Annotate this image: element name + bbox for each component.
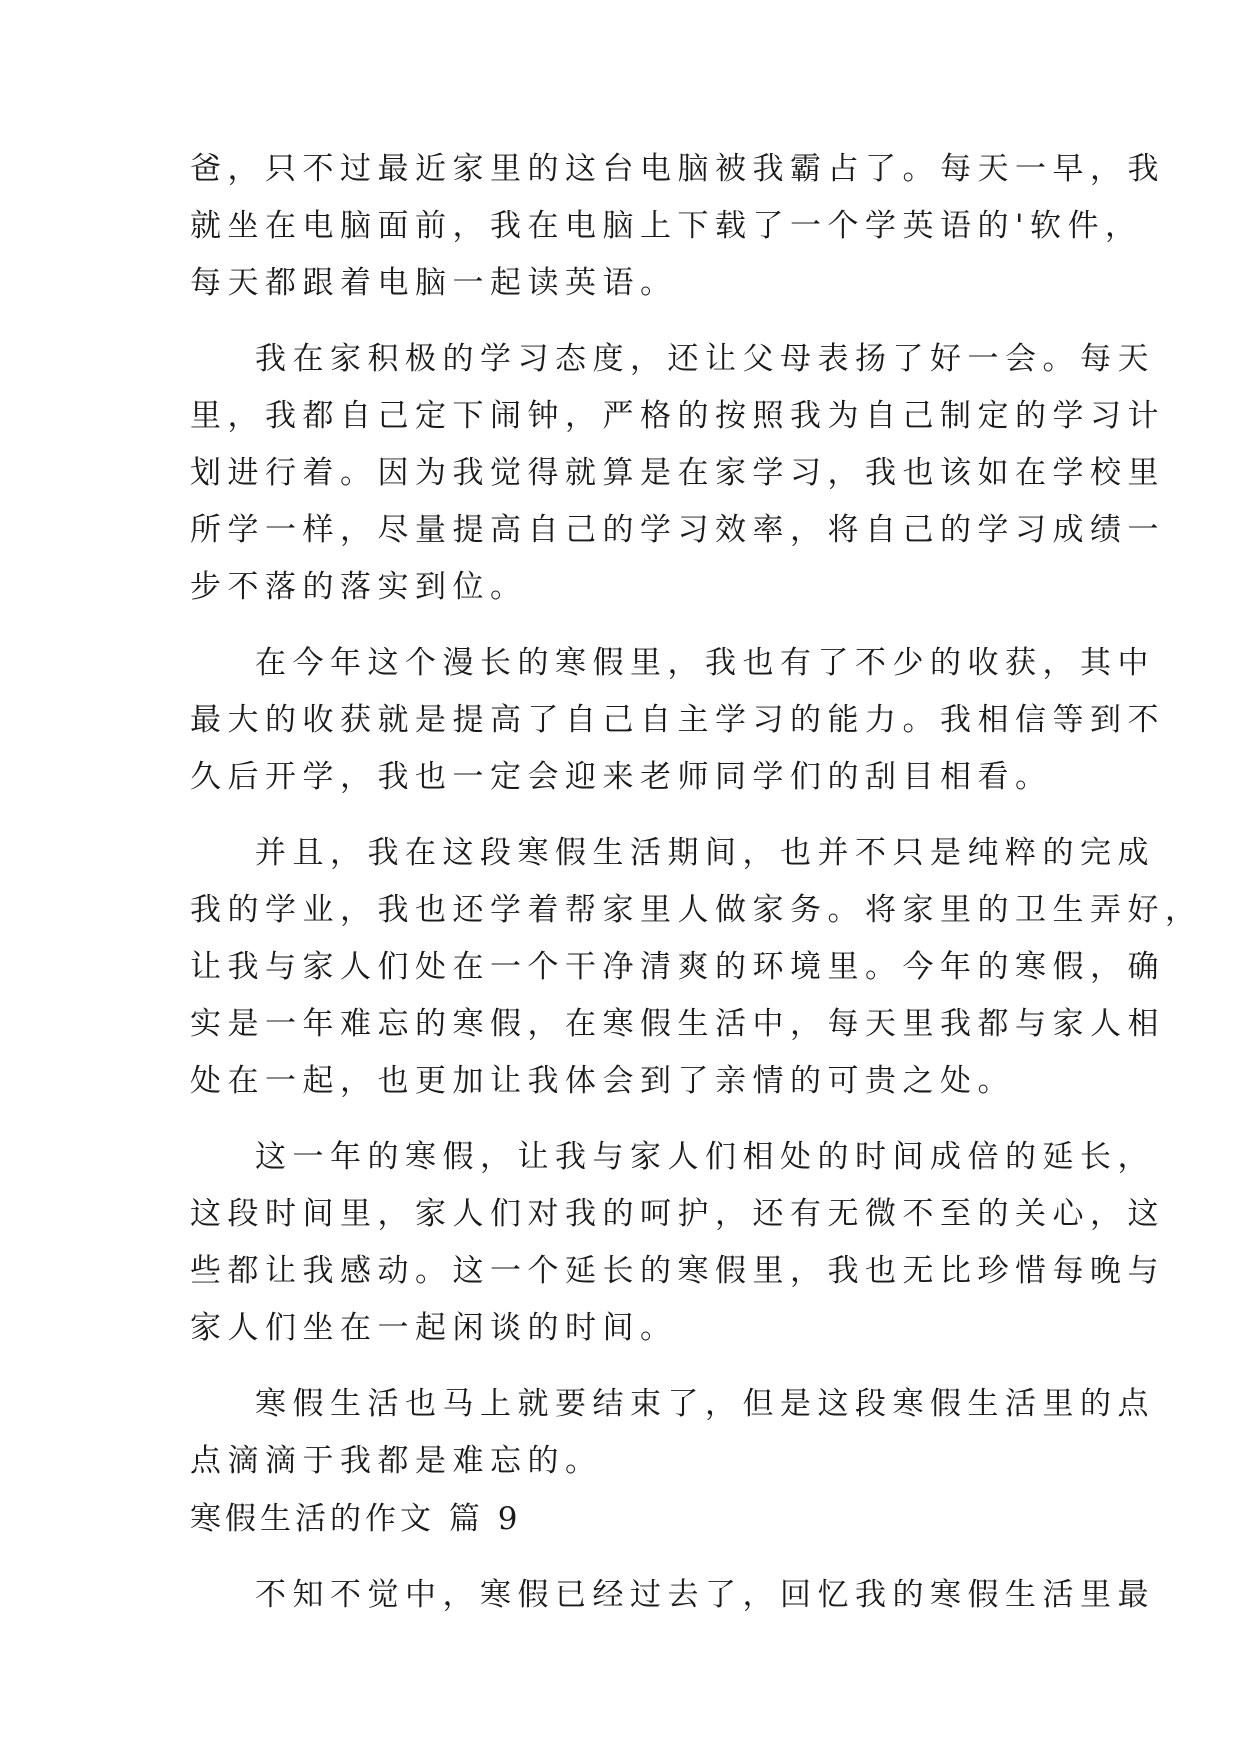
paragraph-line: 实是一年难忘的寒假，在寒假生活中，每天里我都与家人相 <box>190 1006 1165 1042</box>
paragraph-line: 步不落的落实到位。 <box>190 569 528 605</box>
paragraph-line: 每天都跟着电脑一起读英语。 <box>190 265 678 301</box>
paragraph-line: 就坐在电脑面前，我在电脑上下载了一个学英语的'软件， <box>190 208 1143 244</box>
section-heading: 寒假生活的作文 篇 9 <box>190 1501 522 1537</box>
paragraph-line: 这段时间里，家人们对我的呵护，还有无微不至的关心，这 <box>190 1196 1165 1232</box>
paragraph-line: 点滴滴于我都是难忘的。 <box>190 1443 603 1479</box>
paragraph-line: 久后开学，我也一定会迎来老师同学们的刮目相看。 <box>190 759 1053 795</box>
paragraph-first-line: 我在家积极的学习态度，还让父母表扬了好一会。每天 <box>255 341 1155 377</box>
paragraph-line: 爸，只不过最近家里的这台电脑被我霸占了。每天一早，我 <box>190 151 1165 187</box>
paragraph-line: 家人们坐在一起闲谈的时间。 <box>190 1310 678 1346</box>
paragraph-line: 我的学业，我也还学着帮家里人做家务。将家里的卫生弄好， <box>190 892 1203 928</box>
paragraph-first-line: 并且，我在这段寒假生活期间，也并不只是纯粹的完成 <box>255 835 1155 871</box>
paragraph-line: 里，我都自己定下闹钟，严格的按照我为自己制定的学习计 <box>190 398 1165 434</box>
paragraph-first-line: 在今年这个漫长的寒假里，我也有了不少的收获，其中 <box>255 645 1155 681</box>
paragraph-line: 最大的收获就是提高了自己自主学习的能力。我相信等到不 <box>190 702 1165 738</box>
paragraph-first-line: 寒假生活也马上就要结束了，但是这段寒假生活里的点 <box>255 1386 1155 1422</box>
paragraph-line: 处在一起，也更加让我体会到了亲情的可贵之处。 <box>190 1063 1015 1099</box>
paragraph-line: 让我与家人们处在一个干净清爽的环境里。今年的寒假，确 <box>190 949 1165 985</box>
paragraph-first-line: 不知不觉中，寒假已经过去了，回忆我的寒假生活里最 <box>255 1577 1155 1613</box>
paragraph-line: 些都让我感动。这一个延长的寒假里，我也无比珍惜每晚与 <box>190 1253 1165 1289</box>
paragraph-line: 划进行着。因为我觉得就算是在家学习，我也该如在学校里 <box>190 455 1165 491</box>
paragraph-line: 所学一样，尽量提高自己的学习效率，将自己的学习成绩一 <box>190 512 1165 548</box>
paragraph-first-line: 这一年的寒假，让我与家人们相处的时间成倍的延长， <box>255 1139 1155 1175</box>
